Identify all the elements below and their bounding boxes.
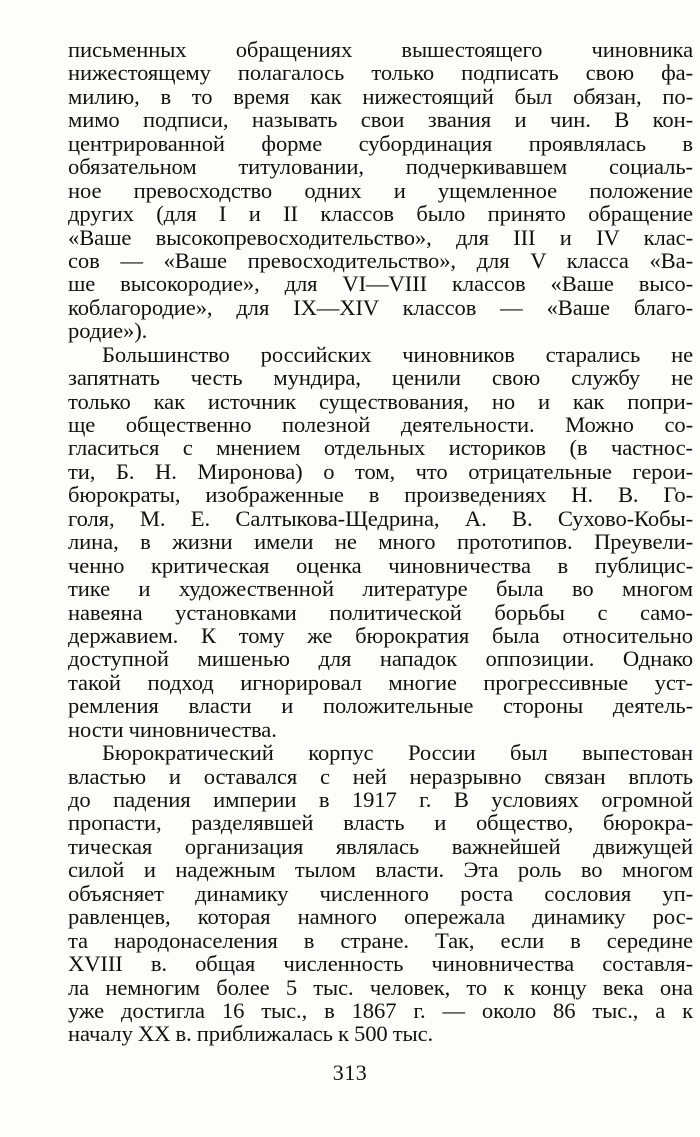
text-line: гласиться с мнением отдельных историков (в частнос- (68, 435, 693, 461)
text-line: ще общественно полезной деятельности. Можно со- (68, 412, 693, 437)
paragraph (68, 343, 693, 741)
text-line: родие»). (68, 318, 148, 344)
text-line: центрированной форме субординация проявлялась в (68, 130, 693, 156)
page-number: 313 (332, 1060, 368, 1085)
text-line: началу XX в. приближалась к 500 тыс. (68, 1021, 434, 1047)
text-line: других (для I и II классов было принято обращение (68, 201, 693, 227)
text-line: Большинство российских чиновников старались не (102, 341, 693, 367)
text-line: только как источник существования, но и как попри- (68, 388, 693, 414)
text-line: ное превосходство одних и ущемленное положение (68, 177, 693, 203)
text-line: такой подход игнорировал многие прогрессивные уст- (68, 669, 693, 695)
text-line: до падения империи в 1917 г. В условиях огромной (68, 787, 693, 812)
paragraph (68, 741, 693, 1046)
text-line: сов — «Ваше превосходительство», для V класса «Ва- (68, 247, 693, 273)
text-line: пропасти, разделявшей власть и общество, бюрокра- (68, 810, 693, 836)
text-line: силой и надежным тылом власти. Эта роль во многом (68, 857, 693, 883)
text-line: коблагородие», для IX—XIV классов — «Ваше благо- (68, 294, 693, 320)
text-line: равленцев, которая намного опережала динамику рос- (68, 904, 693, 930)
text-line: ше высокородие», для VI—VIII классов «Ваше высо- (68, 271, 693, 297)
text-line: тическая организация являлась важнейшей движущей (68, 833, 693, 859)
text-line: ремления власти и положительные стороны деятель- (68, 693, 693, 719)
text-line: XVIII в. общая численность чиновничества составля- (68, 951, 693, 977)
text-line: тике и художественной литературе была во многом (68, 576, 693, 602)
text-line: бюрократы, изображенные в произведениях Н. В. Го- (68, 482, 693, 508)
text-line: Бюрократический корпус России был выпестован (102, 740, 693, 766)
text-line: обязательном титуловании, подчеркивавшем социаль- (68, 154, 693, 180)
text-line: державием. К тому же бюрократия была относительно (68, 622, 693, 648)
paragraph (68, 38, 693, 343)
text-line: письменных обращениях вышестоящего чиновника (68, 37, 693, 62)
text-line: объясняет динамику численного роста сословия уп- (68, 880, 693, 906)
text-line: навеяна установками политической борьбы с само- (68, 599, 693, 625)
text-line: мимо подписи, называть свои звания и чин. В кон- (68, 107, 693, 133)
text-line: та народонаселения в стране. Так, если в середине (68, 927, 693, 953)
text-line: лина, в жизни имели не много прототипов. Преувели- (68, 529, 693, 555)
text-line: запятнать честь мундира, ценили свою службу не (68, 365, 693, 391)
text-line: ченно критическая оценка чиновничества в публицис- (68, 552, 693, 578)
text-line: ности чиновничества. (68, 716, 277, 742)
text-line: доступной мишенью для нападок оппозиции. Однако (68, 646, 693, 672)
text-line: ла немногим более 5 тыс. человек, то к концу века она (68, 974, 693, 1000)
text-line: голя, М. Е. Салтыкова-Щедрина, А. В. Сухово-Кобы- (68, 505, 693, 531)
text-line: милию, в то время как нижестоящий был обязан, по- (68, 83, 693, 109)
text-line: «Ваше высокопревосходительство», для III и IV клас- (68, 224, 693, 250)
text-line: ти, Б. Н. Миронова) о том, что отрицательные герои- (68, 458, 693, 484)
text-line: нижестоящему полагалось только подписать свою фа- (68, 60, 693, 86)
text-line: властью и оставался с ней неразрывно связан вплоть (68, 763, 693, 789)
body-text (68, 38, 693, 1046)
text-line: уже достигла 16 тыс., в 1867 г. — около 86 тыс., а к (68, 997, 693, 1023)
